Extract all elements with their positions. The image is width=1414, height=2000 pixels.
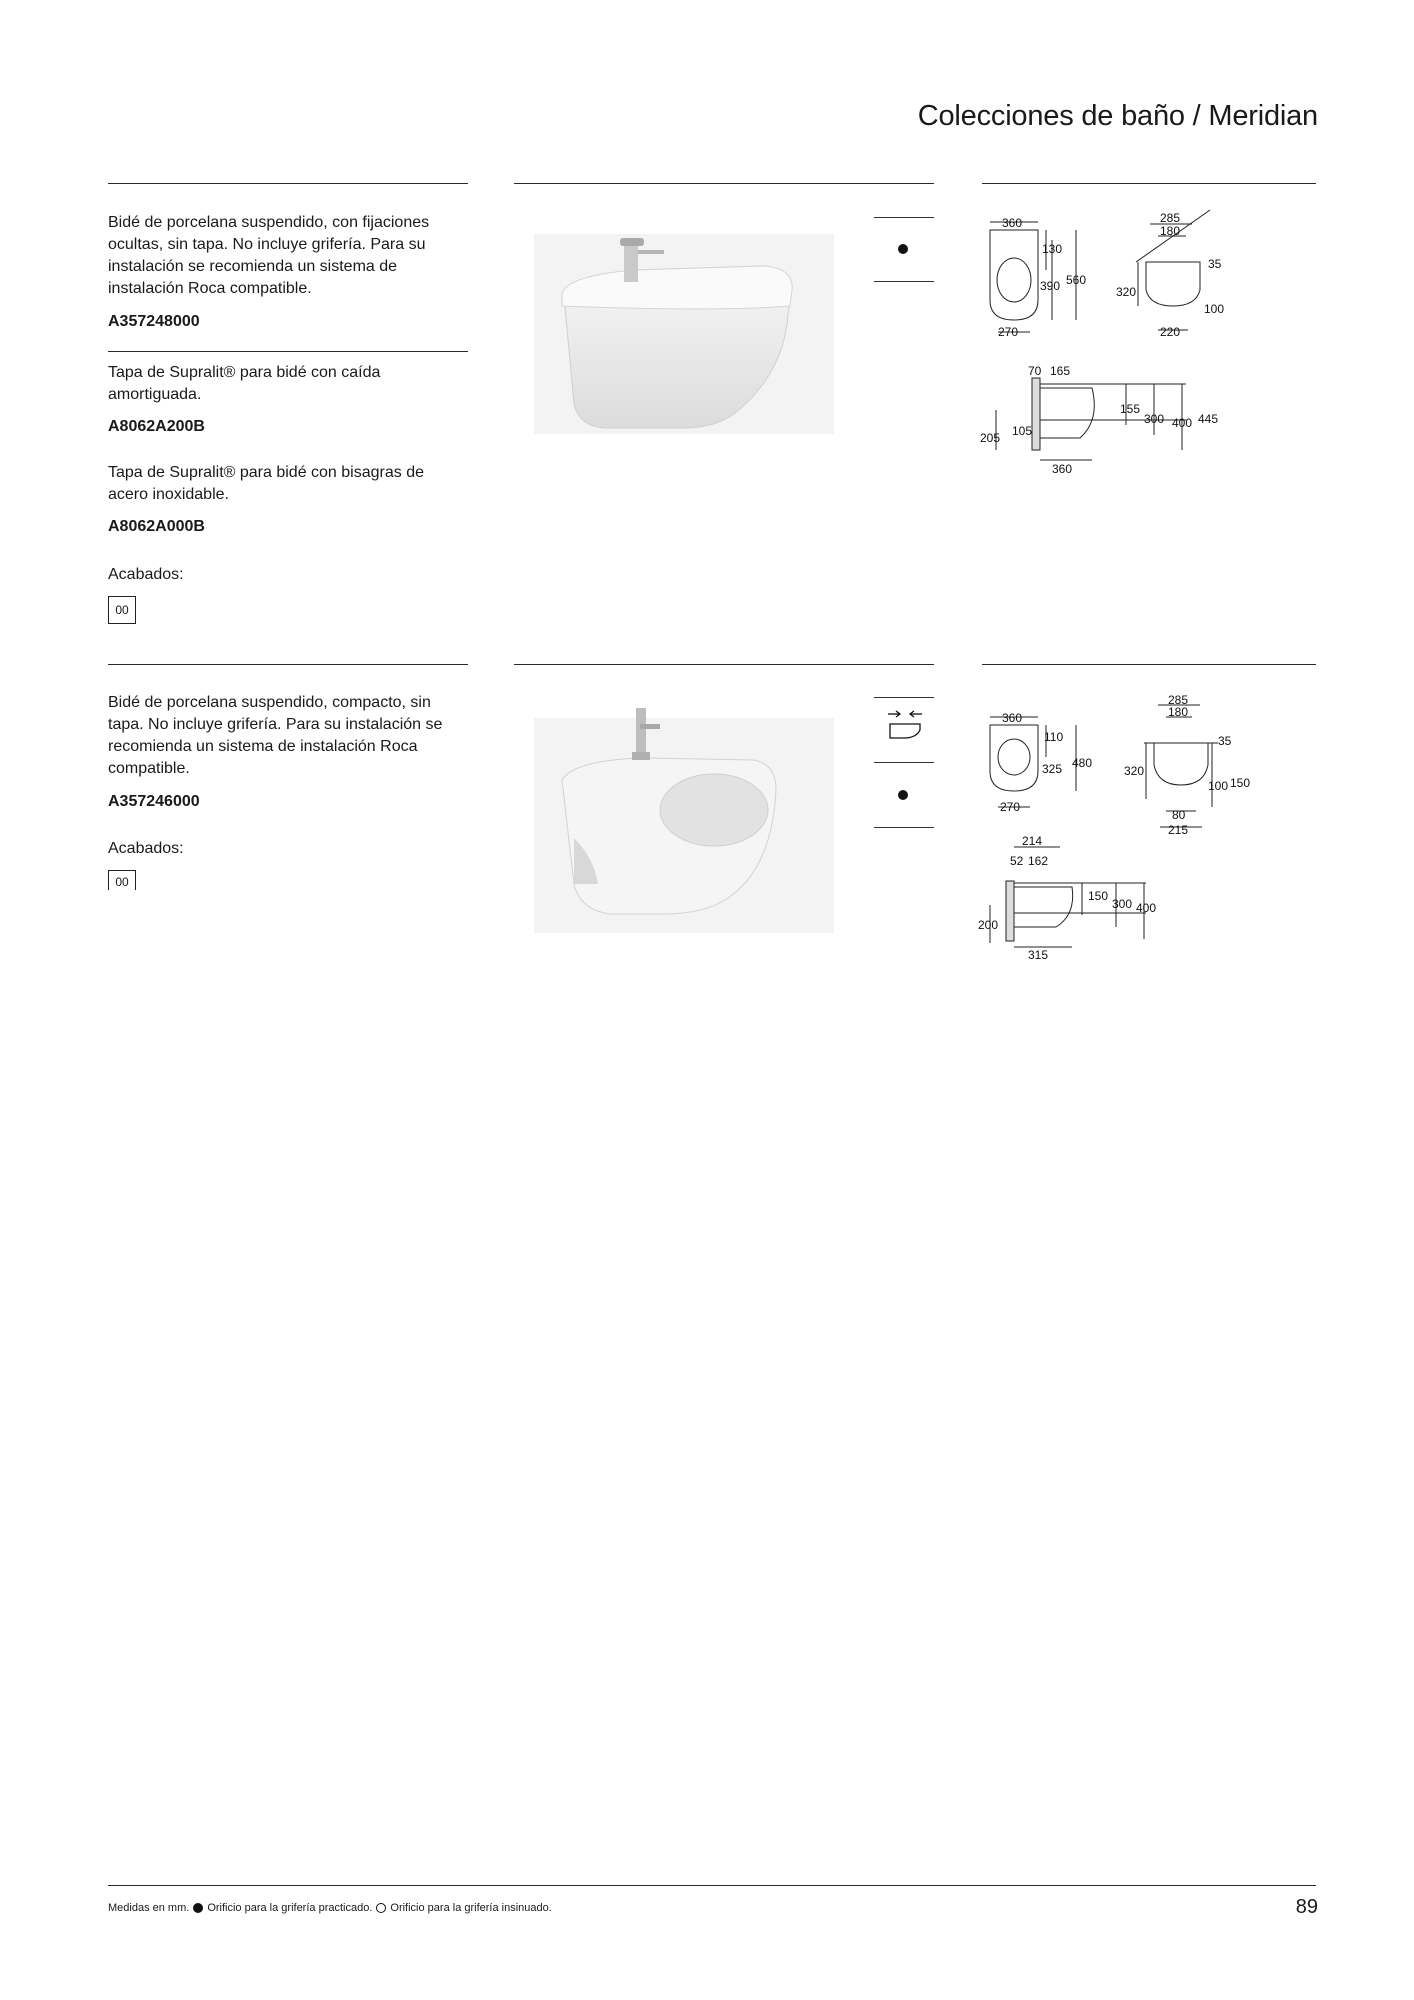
divider: [874, 762, 934, 763]
hollow-dot-icon: [376, 1903, 386, 1913]
dim-label: 155: [1120, 402, 1141, 416]
dim-label: 360: [1002, 216, 1023, 230]
dim-label: 315: [1028, 948, 1049, 962]
dim-label: 480: [1072, 756, 1093, 770]
dim-label: 270: [1000, 800, 1021, 814]
product-description: Bidé de porcelana suspendido, compacto, sin tapa. No incluye grifería. Para su instalación se recomienda un sistema de instalación Roca compatible.: [108, 694, 443, 777]
footer-divider: [108, 1885, 1316, 1886]
dim-label: 105: [1012, 424, 1033, 438]
finishes-label: Acabados:: [108, 840, 184, 857]
footer-note-prefix: Medidas en mm.: [108, 1902, 190, 1914]
product-description: Bidé de porcelana suspendido, con fijaciones ocultas, sin tapa. No incluye grifería. Para su instalación se recomienda un sistema de instalación Roca compatible.: [108, 214, 430, 297]
dim-label: 390: [1040, 279, 1061, 293]
dim-label: 180: [1160, 224, 1181, 238]
divider: [874, 827, 934, 828]
dim-label: 360: [1002, 711, 1023, 725]
page-number: 89: [1295, 1896, 1318, 1918]
divider: [874, 217, 934, 218]
dim-label: 300: [1112, 897, 1133, 911]
dim-label: 400: [1136, 901, 1157, 915]
product-code: A8062A200B: [108, 418, 205, 435]
dim-label: 360: [1052, 462, 1073, 476]
divider: [108, 664, 468, 665]
product-description: Tapa de Supralit® para bidé con bisagras de acero inoxidable.: [108, 464, 424, 503]
product-description: Tapa de Supralit® para bidé con caída amortiguada.: [108, 364, 381, 403]
product-code: A8062A000B: [108, 518, 205, 535]
finish-swatch: 00: [108, 870, 136, 890]
dim-label: 320: [1116, 285, 1137, 299]
product-code: A357246000: [108, 793, 200, 810]
dim-label: 200: [978, 918, 999, 932]
dim-label: 100: [1204, 302, 1225, 316]
dim-label: 400: [1172, 416, 1193, 430]
dim-label: 110: [1044, 730, 1064, 744]
footer-note-hollow: Orificio para la grifería insinuado.: [390, 1902, 552, 1914]
divider: [514, 664, 934, 665]
dim-label: 100: [1208, 779, 1229, 793]
dim-label: 320: [1124, 764, 1145, 778]
technical-drawing: [976, 693, 1251, 975]
dim-label: 300: [1144, 412, 1165, 426]
compact-size-icon: [886, 708, 924, 742]
dim-label: 162: [1028, 854, 1049, 868]
dim-label: 150: [1088, 889, 1109, 903]
dim-label: 70: [1028, 364, 1042, 378]
tap-hole-drilled-icon: [898, 790, 908, 800]
dim-label: 80: [1172, 808, 1186, 822]
wall-hung-bidet-image: [514, 214, 854, 434]
dim-label: 165: [1050, 364, 1071, 378]
finish-swatch: 00: [108, 596, 136, 624]
dim-label: 52: [1010, 854, 1024, 868]
footer-note-filled: Orificio para la grifería practicado.: [207, 1902, 373, 1914]
tap-hole-drilled-icon: [898, 244, 908, 254]
divider: [874, 697, 934, 698]
dim-label: 285: [1168, 693, 1189, 707]
dim-label: 215: [1168, 823, 1189, 837]
dim-label: 214: [1022, 834, 1043, 848]
dim-label: 150: [1230, 776, 1251, 790]
dim-label: 205: [980, 431, 1001, 445]
compact-bidet-image: [514, 698, 854, 933]
dim-label: 285: [1160, 211, 1181, 225]
dim-label: 180: [1168, 705, 1189, 719]
page-title: Colecciones de baño / Meridian: [917, 100, 1318, 132]
product-code: A357248000: [108, 313, 200, 330]
divider: [982, 664, 1316, 665]
filled-dot-icon: [193, 1903, 203, 1913]
dim-label: 560: [1066, 273, 1087, 287]
finishes-label: Acabados:: [108, 566, 184, 583]
footer-legend: [108, 1902, 552, 1914]
product-photo: [514, 698, 854, 933]
dim-label: 35: [1218, 734, 1232, 748]
divider: [982, 183, 1316, 184]
dim-label: 270: [998, 325, 1019, 339]
divider: [874, 281, 934, 282]
divider: [514, 183, 934, 184]
technical-drawing: [976, 210, 1226, 480]
dim-label: 325: [1042, 762, 1063, 776]
divider: [108, 183, 468, 184]
dim-label: 445: [1198, 412, 1219, 426]
dim-label: 35: [1208, 257, 1222, 271]
dim-label: 220: [1160, 325, 1181, 339]
dim-label: 130: [1042, 242, 1063, 256]
product-photo: [514, 214, 854, 434]
divider: [108, 351, 468, 352]
